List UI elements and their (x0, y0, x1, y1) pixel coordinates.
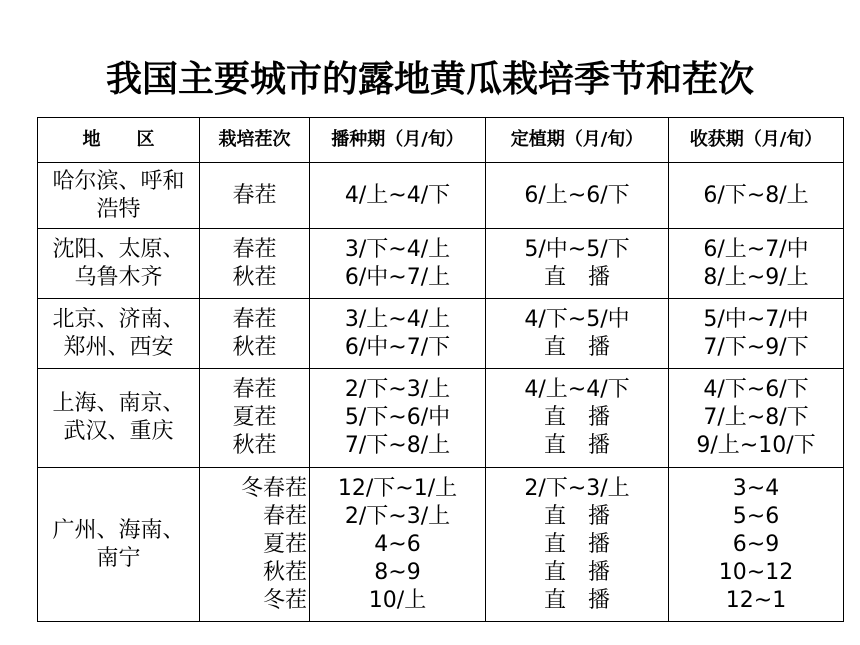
crop-cell (200, 163, 310, 229)
planting-value: 6/上~6/下 (524, 182, 630, 208)
region-line: 沈阳、太原、 (52, 236, 185, 262)
crop-value: 秋茬 (232, 334, 277, 360)
planting-value: 5/中~5/下 (524, 236, 630, 262)
crop-value: 秋茬 (232, 433, 277, 458)
sowing-cell (310, 299, 486, 369)
table-row (38, 468, 844, 622)
header-harvest: 收获期（月/旬） (669, 118, 844, 163)
harvest-value: 9/上~10/下 (696, 433, 816, 458)
region-line: 浩特 (96, 196, 141, 222)
harvest-value: 7/上~8/下 (703, 405, 809, 430)
harvest-cell (669, 163, 844, 229)
cultivation-table (37, 117, 844, 622)
sowing-value: 2/下~3/上 (344, 503, 451, 529)
region-cell (38, 163, 200, 229)
region-line: 北京、济南、 (52, 306, 185, 332)
crop-value: 春茬 (232, 236, 277, 262)
sowing-value: 10/上 (368, 587, 427, 613)
sowing-value: 2/下~3/上 (344, 377, 451, 402)
harvest-cell (669, 299, 844, 369)
sowing-cell (310, 229, 486, 299)
crop-cell (200, 369, 310, 468)
harvest-cell (669, 229, 844, 299)
crop-value: 夏茬 (232, 405, 277, 430)
sowing-value: 4~6 (374, 531, 421, 557)
sowing-value: 6/中~7/下 (344, 334, 451, 360)
crop-value: 冬茬 (262, 587, 307, 613)
region-cell (38, 299, 200, 369)
planting-cell (486, 163, 669, 229)
crop-value: 春茬 (232, 306, 277, 332)
crop-cell (200, 299, 310, 369)
sowing-value: 7/下~8/上 (344, 433, 451, 458)
harvest-value: 6/上~7/中 (703, 236, 809, 262)
header-region: 地 区 (38, 118, 200, 163)
region-cell (38, 468, 200, 622)
table-row (38, 163, 844, 229)
region-line: 南宁 (96, 545, 141, 571)
harvest-value: 7/下~9/下 (703, 334, 809, 360)
page-title: 我国主要城市的露地黄瓜栽培季节和茬次 (105, 59, 754, 100)
planting-value: 直 播 (543, 433, 610, 458)
harvest-value: 10~12 (718, 559, 794, 585)
crop-value: 冬春茬 (240, 475, 307, 501)
sowing-value: 4/上~4/下 (344, 182, 451, 208)
crop-value: 春茬 (232, 377, 277, 402)
sowing-value: 6/中~7/上 (344, 264, 451, 290)
table-row (38, 229, 844, 299)
crop-value: 春茬 (232, 182, 277, 208)
harvest-value: 4/下~6/下 (703, 377, 809, 402)
planting-value: 直 播 (543, 405, 610, 430)
sowing-value: 8~9 (374, 559, 421, 585)
table-row (38, 369, 844, 468)
harvest-value: 8/上~9/上 (703, 264, 809, 290)
region-line: 广州、海南、 (52, 517, 185, 543)
planting-cell (486, 229, 669, 299)
harvest-value: 3~4 (732, 475, 780, 501)
harvest-value: 6/下~8/上 (703, 182, 809, 208)
header-sowing: 播种期（月/旬） (310, 118, 486, 163)
crop-cell (200, 229, 310, 299)
sowing-value: 12/下~1/上 (337, 475, 458, 501)
region-cell (38, 229, 200, 299)
harvest-value: 12~1 (725, 587, 787, 613)
planting-value: 直 播 (543, 264, 610, 290)
sowing-value: 5/下~6/中 (344, 405, 451, 430)
region-line: 武汉、重庆 (63, 419, 174, 444)
region-line: 乌鲁木齐 (74, 264, 163, 290)
harvest-cell (669, 369, 844, 468)
harvest-value: 5/中~7/中 (703, 306, 809, 332)
planting-value: 直 播 (543, 503, 610, 529)
harvest-value: 6~9 (732, 531, 780, 557)
planting-value: 4/下~5/中 (524, 306, 630, 332)
crop-value: 秋茬 (232, 264, 277, 290)
region-line: 哈尔滨、呼和 (52, 168, 185, 194)
sowing-value: 3/下~4/上 (344, 236, 451, 262)
harvest-cell (669, 468, 844, 622)
planting-value: 直 播 (543, 559, 610, 585)
harvest-value: 5~6 (732, 503, 780, 529)
planting-value: 直 播 (543, 334, 610, 360)
planting-value: 4/上~4/下 (524, 377, 630, 402)
crop-cell (200, 468, 310, 622)
planting-cell (486, 369, 669, 468)
sowing-cell (310, 468, 486, 622)
planting-value: 直 播 (543, 587, 610, 613)
region-line: 郑州、西安 (63, 334, 174, 360)
table-header-row (38, 118, 844, 163)
planting-value: 2/下~3/上 (524, 475, 630, 501)
planting-cell (486, 299, 669, 369)
planting-cell (486, 468, 669, 622)
sowing-cell (310, 369, 486, 468)
header-crop: 栽培茬次 (200, 118, 310, 163)
crop-value: 夏茬 (262, 531, 307, 557)
region-line: 上海、南京、 (52, 391, 185, 416)
planting-value: 直 播 (543, 531, 610, 557)
crop-value: 春茬 (262, 503, 307, 529)
header-planting: 定植期（月/旬） (486, 118, 669, 163)
sowing-cell (310, 163, 486, 229)
table-row (38, 299, 844, 369)
sowing-value: 3/上~4/上 (344, 306, 451, 332)
crop-value: 秋茬 (262, 559, 307, 585)
region-cell (38, 369, 200, 468)
